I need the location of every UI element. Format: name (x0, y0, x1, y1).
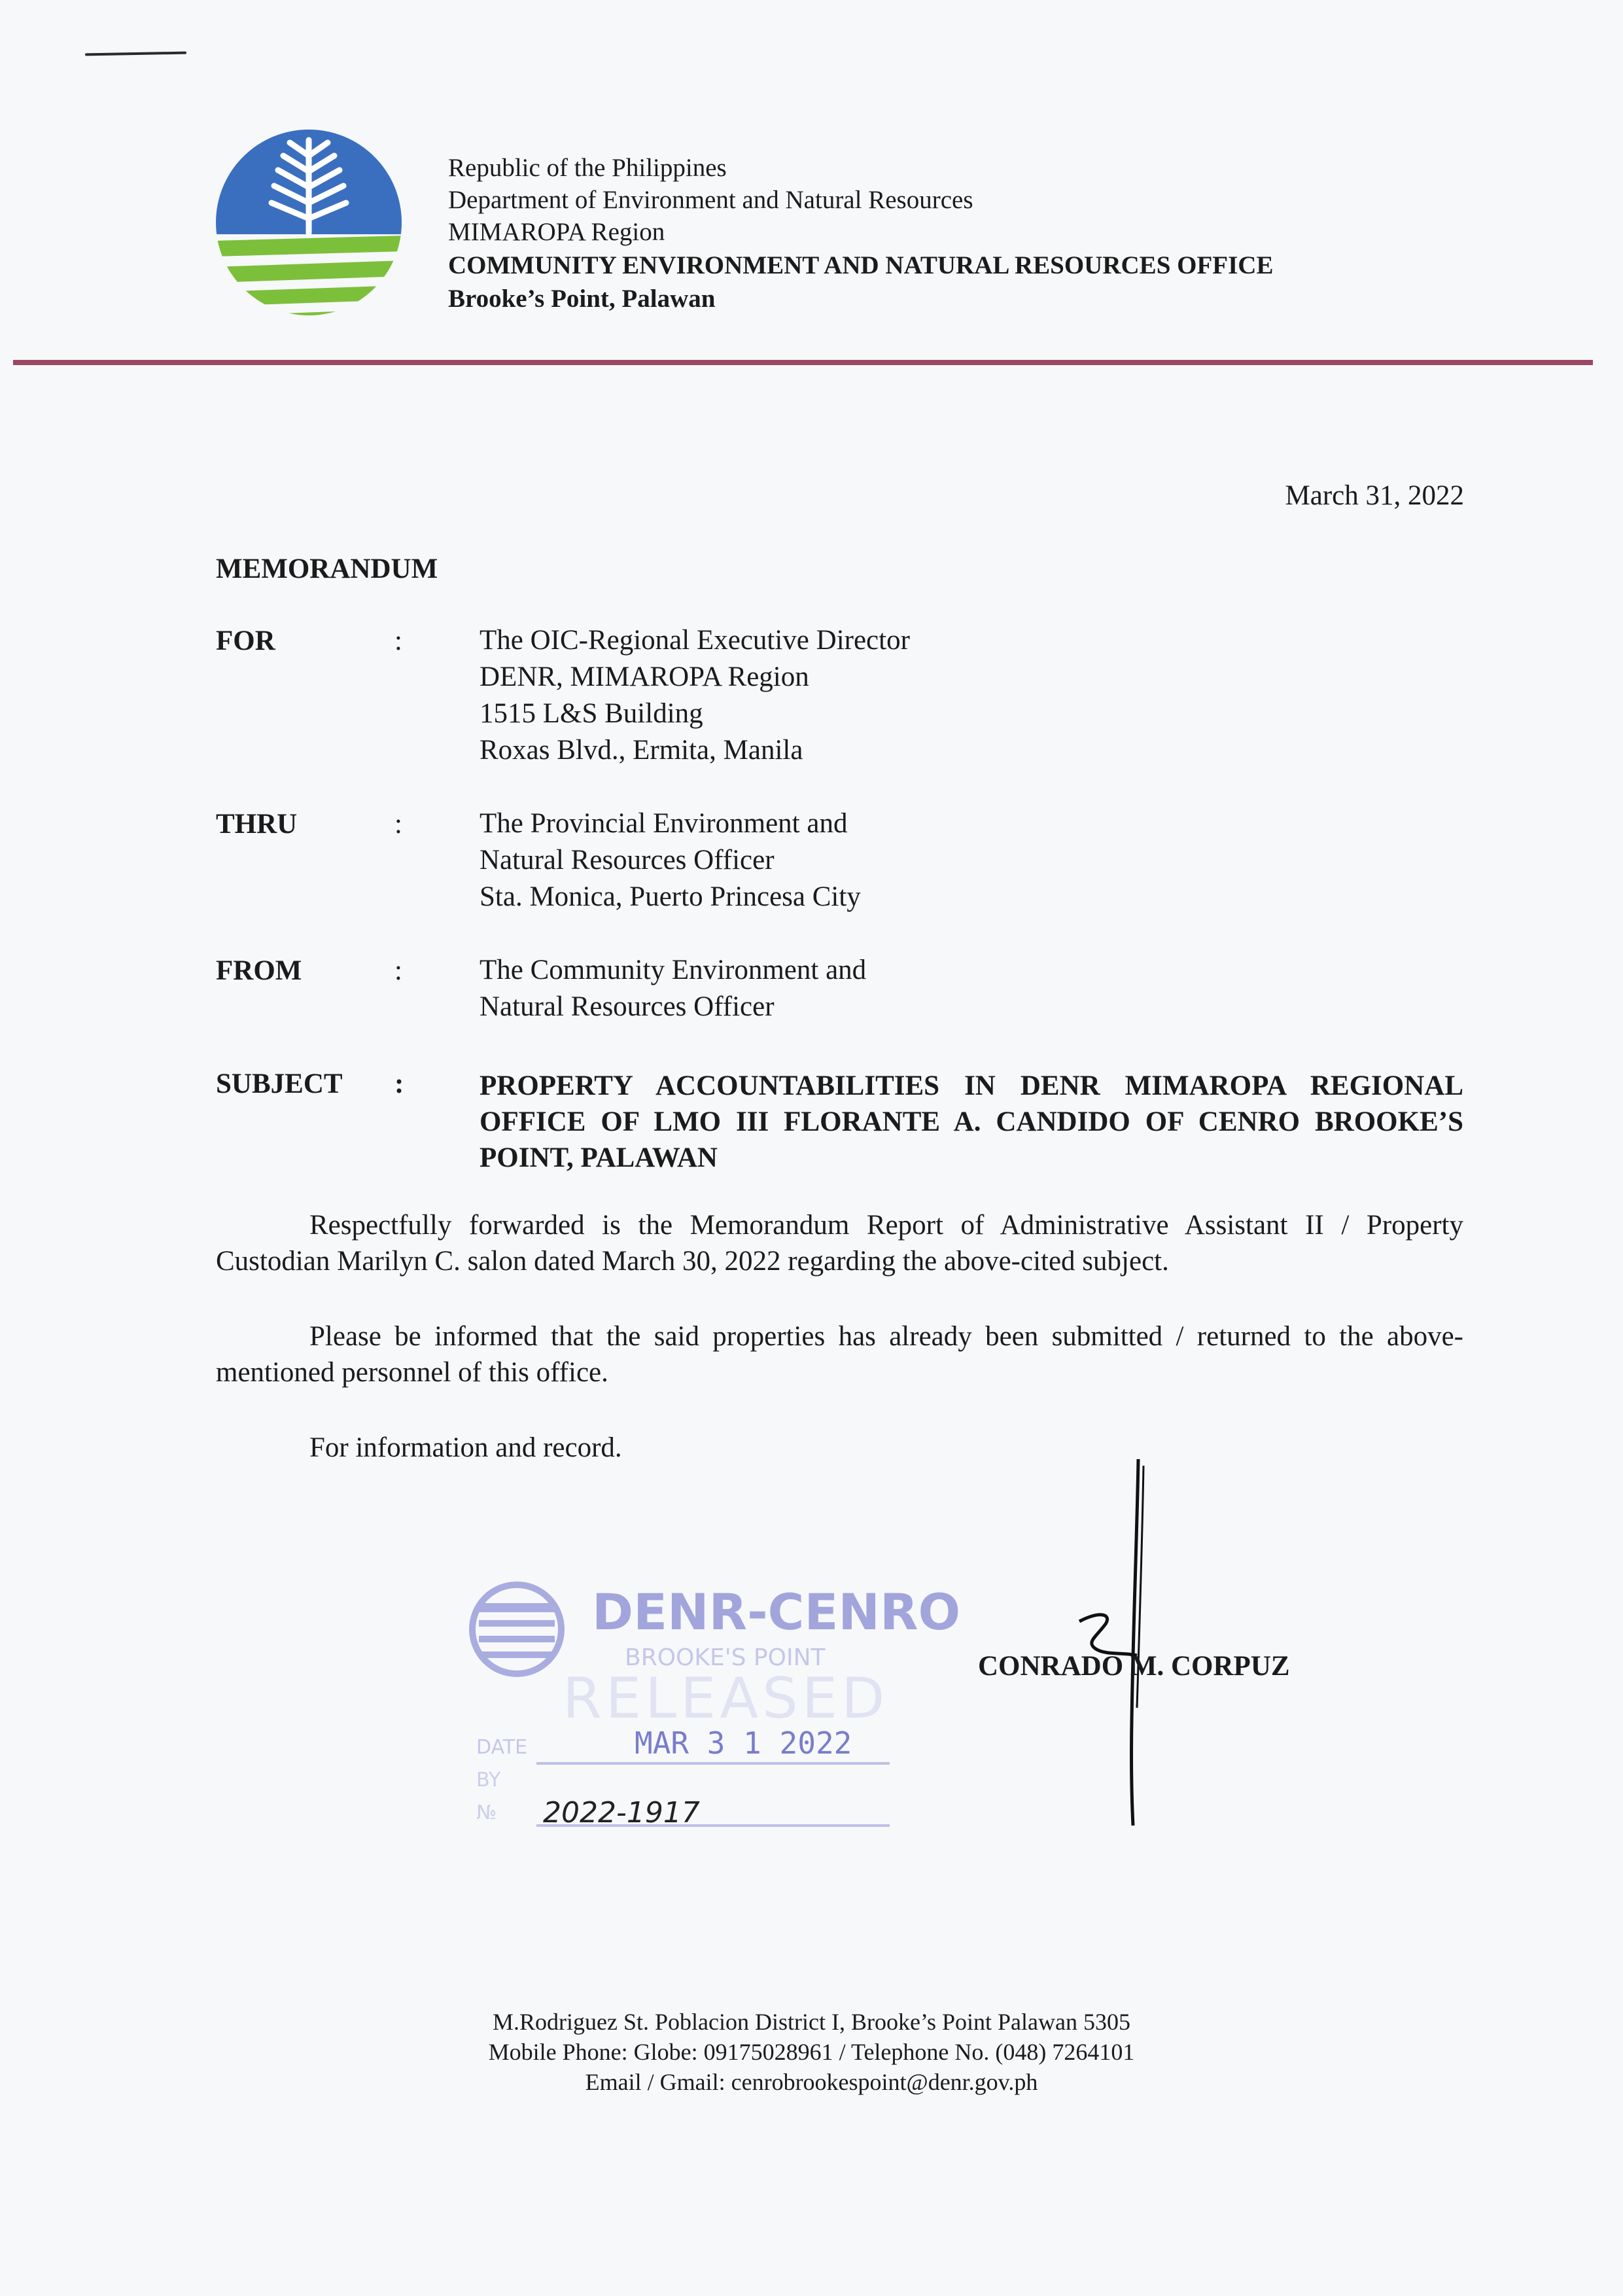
thru-line: The Provincial Environment and (480, 808, 848, 839)
stamp-office: DENR-CENRO (592, 1583, 961, 1641)
for-line: The OIC-Regional Executive Director (480, 625, 910, 656)
footer-address: M.Rodriguez St. Poblacion District I, Brooke’s Point Palawan 5305 (493, 2009, 1130, 2035)
header-department: Department of Environment and Natural Resources (448, 186, 973, 214)
released-stamp (464, 1557, 961, 1845)
stamp-no-label: № (476, 1801, 497, 1824)
from-line: Natural Resources Officer (480, 991, 775, 1022)
thru-line: Sta. Monica, Puerto Princesa City (480, 881, 861, 912)
stamp-place: BROOKE'S POINT (625, 1644, 826, 1671)
stamp-ref: 2022-1917 (543, 1796, 700, 1829)
header-location: Brooke’s Point, Palawan (448, 285, 716, 313)
stamp-status: RELEASED (563, 1666, 889, 1731)
for-label: FOR (216, 626, 275, 656)
subject-text: PROPERTY ACCOUNTABILITIES IN DENR MIMAROPA REGIONAL OFFICE OF LMO III FLORANTE A. CANDIDO OF CENRO BROOKE’S POINT, PALAWAN (480, 1070, 1463, 1173)
header-region: MIMAROPA Region (448, 218, 665, 246)
from-label: FROM (216, 955, 302, 986)
stamp-seal-icon (472, 1585, 561, 1674)
thru-colon: : (394, 809, 402, 839)
for-colon: : (394, 626, 402, 656)
for-line: DENR, MIMAROPA Region (480, 662, 809, 692)
header-republic: Republic of the Philippines (448, 154, 727, 182)
subject-label: SUBJECT (216, 1069, 343, 1099)
footer-email: Email / Gmail: cenrobrookespoint@denr.gov.ph (585, 2069, 1038, 2095)
stamp-by-label: BY (476, 1769, 501, 1792)
for-line: Roxas Blvd., Ermita, Manila (480, 735, 803, 766)
thru-line: Natural Resources Officer (480, 845, 775, 875)
memo-date: March 31, 2022 (1285, 480, 1464, 511)
from-sender (480, 952, 866, 1025)
thru-label: THRU (216, 809, 298, 839)
body-paragraph-1: Respectfully forwarded is the Memorandum Report of Administrative Assistant II / Property Custodian Marilyn C. salon dated March 30, 2022 regarding the above-cited subject. (216, 1210, 1463, 1277)
subject-colon: : (394, 1069, 404, 1099)
thru-recipient (480, 805, 861, 915)
from-line: The Community Environment and (480, 955, 867, 985)
footer-phone: Mobile Phone: Globe: 09175028961 / Telephone No. (048) 7264101 (488, 2039, 1135, 2065)
stamp-date-label: DATE (476, 1736, 528, 1759)
signature (1060, 1459, 1191, 1826)
body-paragraph-2: Please be informed that the said properties has already been submitted / returned to the above-mentioned personnel of this office. (216, 1321, 1463, 1388)
for-recipient (480, 622, 910, 769)
from-colon: : (394, 955, 402, 986)
for-line: 1515 L&S Building (480, 698, 703, 729)
stamp-date: MAR 3 1 2022 (635, 1725, 852, 1761)
scan-mark (85, 52, 186, 56)
signatory-name: CONRADO M. CORPUZ (978, 1651, 1290, 1682)
header-office: COMMUNITY ENVIRONMENT AND NATURAL RESOURCES OFFICE (448, 251, 1274, 279)
memo-title: MEMORANDUM (216, 554, 438, 584)
header-rule (13, 360, 1593, 365)
body-paragraph-3: For information and record. (309, 1432, 622, 1463)
denr-logo (213, 123, 406, 332)
